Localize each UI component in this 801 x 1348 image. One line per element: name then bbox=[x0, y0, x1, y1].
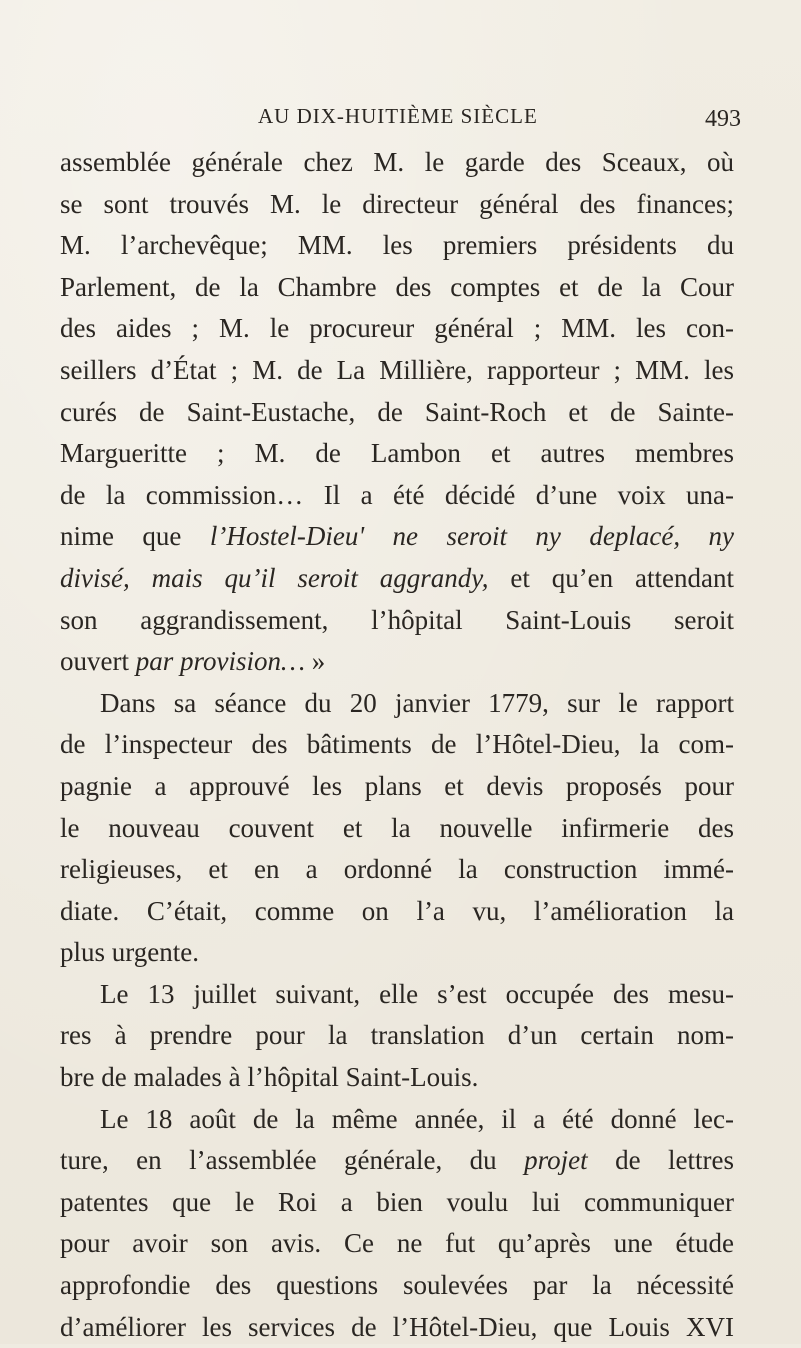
text-line: bre de malades à l’hôpital Saint-Louis. bbox=[60, 1062, 479, 1093]
text-line: son aggrandissement, l’hôpital Saint-Louis seroit bbox=[60, 604, 734, 635]
text-line: d’améliorer les services de l’Hôtel-Dieu, que Louis XVI bbox=[60, 1311, 734, 1342]
text-line: Dans sa séance du 20 janvier 1779, sur le rapport bbox=[100, 687, 734, 718]
text-line: pagnie a approuvé les plans et devis proposés pour bbox=[60, 770, 734, 801]
text-line: se sont trouvés M. le directeur général des finances; bbox=[60, 188, 734, 219]
text-line: Le 18 août de la même année, il a été donné lec- bbox=[100, 1103, 734, 1134]
text-line: M. l’archevêque; MM. les premiers présidents du bbox=[60, 230, 734, 261]
text-line: ouvert par provision… » bbox=[60, 646, 326, 677]
text-line: de la commission… Il a été décidé d’une voix una- bbox=[60, 479, 734, 510]
text-line: divisé, mais qu’il seroit aggrandy, et qu’en attendant bbox=[60, 562, 734, 593]
text-line: patentes que le Roi a bien voulu lui communiquer bbox=[60, 1186, 734, 1217]
text-line: res à prendre pour la translation d’un certain nom- bbox=[60, 1020, 734, 1051]
page-number: 493 bbox=[705, 106, 741, 132]
text-line: diate. C’était, comme on l’a vu, l’amélioration la bbox=[60, 895, 734, 926]
text-line: Margueritte ; M. de Lambon et autres membres bbox=[60, 438, 734, 469]
text-line: approfondie des questions soulevées par la nécessité bbox=[60, 1270, 734, 1301]
text-line: religieuses, et en a ordonné la construction immé- bbox=[60, 854, 734, 885]
running-head bbox=[0, 104, 801, 134]
text-line: curés de Saint-Eustache, de Saint-Roch et de Sainte- bbox=[60, 396, 734, 427]
text-line: nime que l’Hostel-Dieu' ne seroit ny deplacé, ny bbox=[60, 521, 734, 552]
text-line: Parlement, de la Chambre des comptes et de la Cour bbox=[60, 271, 734, 302]
text-line: pour avoir son avis. Ce ne fut qu’après une étude bbox=[60, 1228, 734, 1259]
text-line: Le 13 juillet suivant, elle s’est occupée des mesu- bbox=[100, 978, 734, 1009]
text-line: des aides ; M. le procureur général ; MM. les con- bbox=[60, 313, 734, 344]
text-line: ture, en l’assemblée générale, du projet de lettres bbox=[60, 1145, 734, 1176]
running-head-title: AU DIX-HUITIÈME SIÈCLE bbox=[258, 104, 538, 128]
text-line: assemblée générale chez M. le garde des Sceaux, où bbox=[60, 147, 734, 177]
text-line: de l’inspecteur des bâtiments de l’Hôtel-Dieu, la com- bbox=[60, 729, 734, 760]
body-text bbox=[60, 142, 734, 1348]
text-line: le nouveau couvent et la nouvelle infirmerie des bbox=[60, 812, 734, 843]
text-line: seillers d’État ; M. de La Millière, rapporteur ; MM. les bbox=[60, 354, 734, 385]
text-line: plus urgente. bbox=[60, 937, 199, 968]
